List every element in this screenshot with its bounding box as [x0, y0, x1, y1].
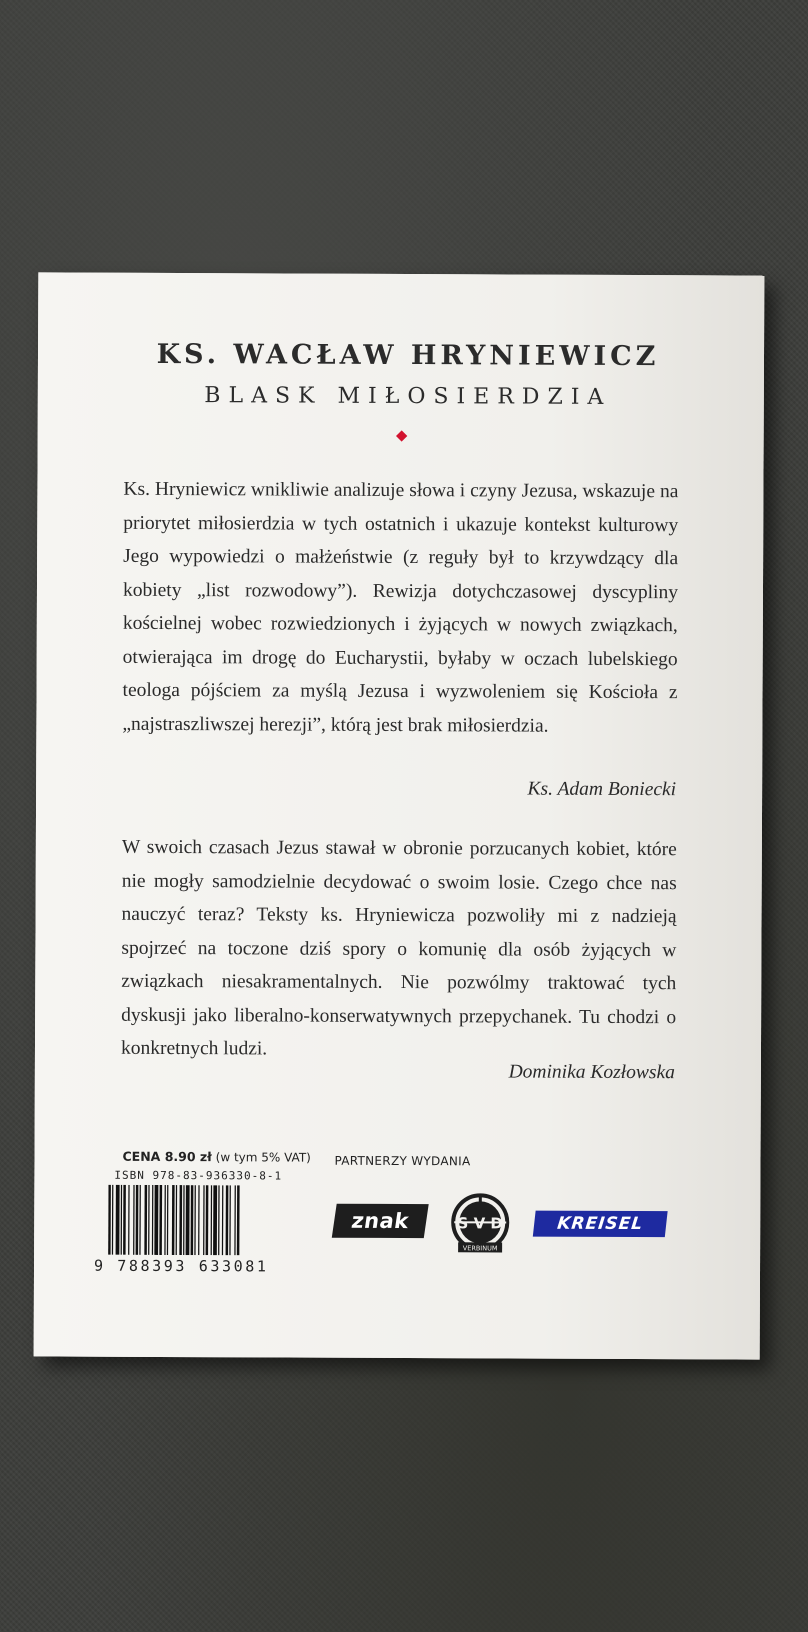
barcode-bar: [159, 1185, 162, 1255]
barcode-block: [94, 1185, 284, 1276]
barcode-bar: [136, 1185, 139, 1255]
barcode-icon: [108, 1185, 280, 1256]
price-label: CENA 8.90 zł: [122, 1148, 212, 1165]
review-signature-1: Ks. Adam Boniecki: [527, 778, 677, 801]
barcode-bar: [152, 1185, 154, 1255]
review-signature-2: Dominika Kozłowska: [508, 1061, 675, 1084]
barcode-bar: [194, 1185, 196, 1255]
barcode-bar: [213, 1185, 217, 1255]
partners-label: PARTNERZY WYDANIA: [334, 1153, 471, 1169]
barcode-bar: [206, 1185, 209, 1255]
barcode-bar: [211, 1185, 213, 1255]
barcode-bar: [183, 1185, 185, 1255]
kreisel-logo-text: KREISEL: [556, 1213, 645, 1235]
price-vat: (w tym 5% VAT): [215, 1150, 311, 1165]
barcode-bar: [164, 1185, 166, 1255]
barcode-bar: [176, 1185, 178, 1255]
barcode-bar: [112, 1185, 114, 1255]
author-name: KS. WACŁAW HRYNIEWICZ: [156, 338, 660, 373]
barcode-bar: [128, 1185, 130, 1255]
booklet-back-cover: [34, 272, 765, 1359]
barcode-bar: [121, 1185, 123, 1255]
barcode-bar: [148, 1185, 150, 1255]
barcode-bar: [198, 1185, 200, 1255]
barcode-bar: [237, 1185, 240, 1255]
barcode-bar: [139, 1185, 141, 1255]
kreisel-logo: [533, 1211, 668, 1238]
isbn-text: ISBN 978-83-936330-8-1: [114, 1168, 283, 1183]
review-quote-1: [122, 473, 678, 743]
barcode-digits: 9 788393 633081: [93, 1256, 269, 1276]
svd-logo-subtext: VERBINUM: [462, 1244, 498, 1253]
barcode-bar: [218, 1185, 220, 1255]
barcode-bar: [229, 1185, 231, 1255]
barcode-bar: [123, 1185, 126, 1255]
barcode-bar: [116, 1185, 120, 1255]
barcode-bar: [133, 1185, 135, 1255]
znak-logo: [332, 1204, 429, 1238]
barcode-bar: [203, 1185, 205, 1255]
barcode-bar: [108, 1185, 111, 1255]
barcode-bar: [234, 1185, 236, 1255]
znak-logo-text: znak: [349, 1208, 411, 1234]
barcode-bar: [191, 1185, 194, 1255]
svd-logo-text: S V D: [457, 1214, 503, 1233]
book-title: BLASK MIŁOSIERDZIA: [204, 383, 612, 410]
barcode-bar: [222, 1185, 224, 1255]
barcode-bar: [154, 1185, 158, 1255]
review-quote-1-text: Ks. Hryniewicz wnikliwie analizuje słowa i czyny Jezusa, wskazuje na priorytet miłosierdzia w tych ostatnich i ukazuje kontekst kulturowy Jego wypowiedzi o małżeństwie (z reguły był to krzywdzący dla kobiety „list rozwodowy”). Rewizja dotychczasowej dyscypliny kościelnej wobec rozwiedzionych i żyjących w nowych związkach, otwierająca im drogę do Eucharystii, byłaby w oczach lubelskiego teologa pójściem za myślą Jezusa i wyzwoleniem się Kościoła z „najstraszliwszej herezji”, którą jest brak miłosierdzia.: [122, 478, 679, 737]
barcode-bar: [186, 1185, 190, 1255]
barcode-bar: [167, 1185, 169, 1255]
red-diamond-ornament: [396, 430, 407, 441]
svd-verbinum-logo: [444, 1192, 516, 1254]
price-line: [122, 1149, 310, 1165]
barcode-bar: [226, 1185, 229, 1255]
review-quote-2-text: W swoich czasach Jezus stawał w obronie porzucanych kobiet, które nie mogły samodzielnie decydować o swoim losie. Czego chce nas nauczyć teraz? Teksty ks. Hryniewicza pozwoliły mi z nadzieją spojrzeć na toczone dziś spory o komunię dla osób żyjących w związkach niesakramentalnych. Nie pozwólmy traktować tych dyskusji jako liberalno-konserwatywnych przepychanek. Tu chodzi o konkretnych ludzi.: [120, 836, 677, 1060]
barcode-bar: [172, 1185, 175, 1255]
barcode-bar: [144, 1185, 147, 1255]
review-quote-2: [121, 831, 677, 1068]
barcode-bar: [179, 1185, 182, 1255]
